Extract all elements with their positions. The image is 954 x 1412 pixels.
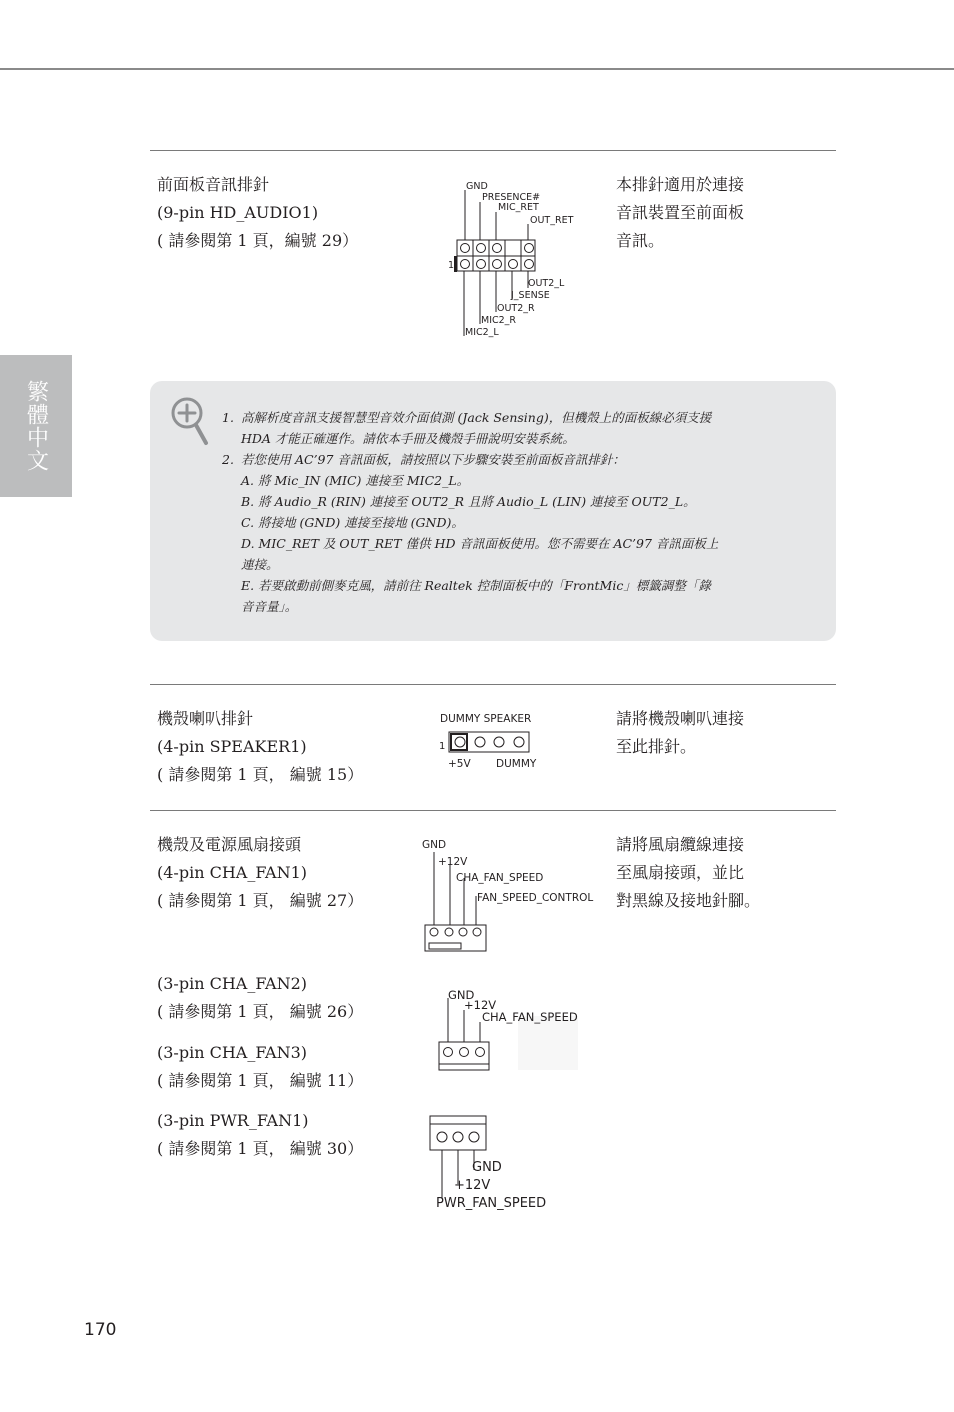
pin-label-out2-l: OUT2_L bbox=[528, 278, 565, 289]
pwr-fan1-ref: ( 請參閱第 1 頁， 編號 30） bbox=[157, 1139, 364, 1158]
speaker-desc-line: 請將機殼喇叭連接 bbox=[616, 709, 745, 728]
note-line: D. MIC_RET 及 OUT_RET 僅供 HD 音訊面板使用。您不需要在 AC’97 音訊面板上 bbox=[241, 536, 719, 551]
pin-label-fan-speed-control: FAN_SPEED_CONTROL bbox=[477, 892, 594, 904]
hd-audio-pin-diagram bbox=[440, 176, 590, 350]
pin-label-dummy-speaker: DUMMY SPEAKER bbox=[440, 713, 532, 725]
pin-label-dummy: DUMMY bbox=[496, 758, 537, 770]
cha-fan1-title: 機殼及電源風扇接頭 bbox=[157, 835, 302, 854]
cha-fan1-desc-line: 至風扇接頭，並比 bbox=[616, 863, 745, 882]
cha-fan3-ref: ( 請參閱第 1 頁， 編號 11） bbox=[157, 1071, 364, 1090]
pin-label-12v: +12V bbox=[454, 1178, 491, 1193]
hd-audio-desc-line: 音訊裝置至前面板 bbox=[616, 203, 745, 222]
note-line: HDA 才能正確運作。請依本手冊及機殼手冊說明安裝系統。 bbox=[241, 431, 575, 446]
cha-fan1-model: (4-pin CHA_FAN1) bbox=[157, 863, 308, 882]
note-item bbox=[222, 449, 792, 470]
hd-audio-desc-line: 音訊。 bbox=[616, 231, 665, 250]
pin-1-label: 1 bbox=[448, 260, 455, 271]
pin-1-label: 1 bbox=[439, 741, 446, 752]
section-divider bbox=[150, 810, 836, 811]
pin-label-out-ret: OUT_RET bbox=[530, 215, 574, 226]
cha-fan1-desc bbox=[616, 831, 760, 915]
note-item-number: 1. bbox=[222, 410, 234, 425]
pin-label-mic-ret: MIC_RET bbox=[498, 202, 539, 213]
pin-label-12v: +12V bbox=[464, 998, 497, 1012]
hd-audio-title: 前面板音訊排針 bbox=[157, 175, 270, 194]
speaker-text bbox=[157, 705, 363, 789]
language-tab-label: 繁體中文 bbox=[23, 380, 49, 472]
note-line: B. 將 Audio_R (RIN) 連接至 OUT2_R 且將 Audio_L (LIN) 連接至 OUT2_L。 bbox=[241, 494, 696, 509]
note-item-number: 2. bbox=[222, 452, 234, 467]
pwr-fan1-text bbox=[157, 1107, 363, 1163]
pin-label-j-sense: J_SENSE bbox=[511, 290, 550, 301]
pin-label-gnd: GND bbox=[472, 1160, 502, 1175]
note-line: 若您使用 AC’97 音訊面板，請按照以下步驟安裝至前面板音訊排針： bbox=[241, 452, 625, 467]
pwr-fan1-model: (3-pin PWR_FAN1) bbox=[157, 1111, 309, 1130]
cha-fan3-text bbox=[157, 1039, 363, 1095]
pin-label-cha-fan-speed: CHA_FAN_SPEED bbox=[482, 1010, 578, 1024]
cha-fan1-pin-diagram bbox=[418, 834, 603, 958]
hd-audio-desc bbox=[616, 171, 744, 255]
note-line: 連接。 bbox=[241, 557, 279, 572]
pin-label-mic2-r: MIC2_R bbox=[481, 315, 517, 326]
cha-fan1-text bbox=[157, 831, 363, 915]
hd-audio-text bbox=[157, 171, 358, 255]
header-rule bbox=[0, 68, 954, 70]
page-number: 170 bbox=[84, 1320, 117, 1340]
hd-audio-model: (9-pin HD_AUDIO1) bbox=[157, 203, 319, 222]
pin-label-gnd: GND bbox=[448, 988, 475, 1002]
hd-audio-ref: ( 請參閱第 1 頁，編號 29） bbox=[157, 231, 359, 250]
note-list bbox=[222, 407, 792, 617]
language-tab bbox=[0, 355, 72, 497]
speaker-desc-line: 至此排針。 bbox=[616, 737, 697, 756]
pin-label-gnd: GND bbox=[466, 181, 488, 192]
speaker-ref: ( 請參閱第 1 頁， 編號 15） bbox=[157, 765, 364, 784]
note-line: A. 將 Mic_IN (MIC) 連接至 MIC2_L。 bbox=[241, 473, 470, 488]
cha-fan2-model: (3-pin CHA_FAN2) bbox=[157, 974, 308, 993]
pin-label-12v: +12V bbox=[438, 856, 468, 868]
pin-label-mic2-l: MIC2_L bbox=[465, 327, 499, 338]
note-item bbox=[222, 407, 792, 428]
pin-label-5v: +5V bbox=[448, 758, 471, 770]
section-divider bbox=[150, 684, 836, 685]
magnifier-plus-icon bbox=[170, 396, 210, 452]
cha-fan1-ref: ( 請參閱第 1 頁， 編號 27） bbox=[157, 891, 364, 910]
pin-label-out2-r: OUT2_R bbox=[497, 303, 535, 314]
note-line: E. 若要啟動前側麥克風，請前往 Realtek 控制面板中的「FrontMic」標籤調整「錄 bbox=[241, 578, 711, 593]
cha-fan1-desc-line: 請將風扇纜線連接 bbox=[616, 835, 745, 854]
cha-fan1-desc-line: 對黑線及接地針腳。 bbox=[616, 891, 761, 910]
pwr-fan1-pin-diagram bbox=[426, 1112, 566, 1218]
note-line: C. 將接地 (GND) 連接至接地 (GND)。 bbox=[241, 515, 464, 530]
hd-audio-desc-line: 本排針適用於連接 bbox=[616, 175, 745, 194]
speaker-desc bbox=[616, 705, 744, 761]
cha-fan3-model: (3-pin CHA_FAN3) bbox=[157, 1043, 308, 1062]
speaker-pin-diagram bbox=[436, 710, 566, 778]
cha-fan2-pin-diagram bbox=[436, 986, 586, 1080]
pin-label-presence: PRESENCE# bbox=[482, 192, 541, 203]
note-line: 高解析度音訊支援智慧型音效介面偵測 (Jack Sensing)，但機殼上的面板線必須支援 bbox=[241, 410, 712, 425]
pin-label-cha-fan-speed: CHA_FAN_SPEED bbox=[456, 872, 544, 884]
pin-label-pwr-fan-speed: PWR_FAN_SPEED bbox=[436, 1196, 547, 1211]
pin-label-gnd: GND bbox=[422, 839, 447, 851]
speaker-model: (4-pin SPEAKER1) bbox=[157, 737, 307, 756]
speaker-title: 機殼喇叭排針 bbox=[157, 709, 254, 728]
cha-fan2-text bbox=[157, 970, 363, 1026]
cha-fan2-ref: ( 請參閱第 1 頁， 編號 26） bbox=[157, 1002, 364, 1021]
note-line: 音音量」。 bbox=[241, 599, 298, 614]
section-divider bbox=[150, 150, 836, 151]
